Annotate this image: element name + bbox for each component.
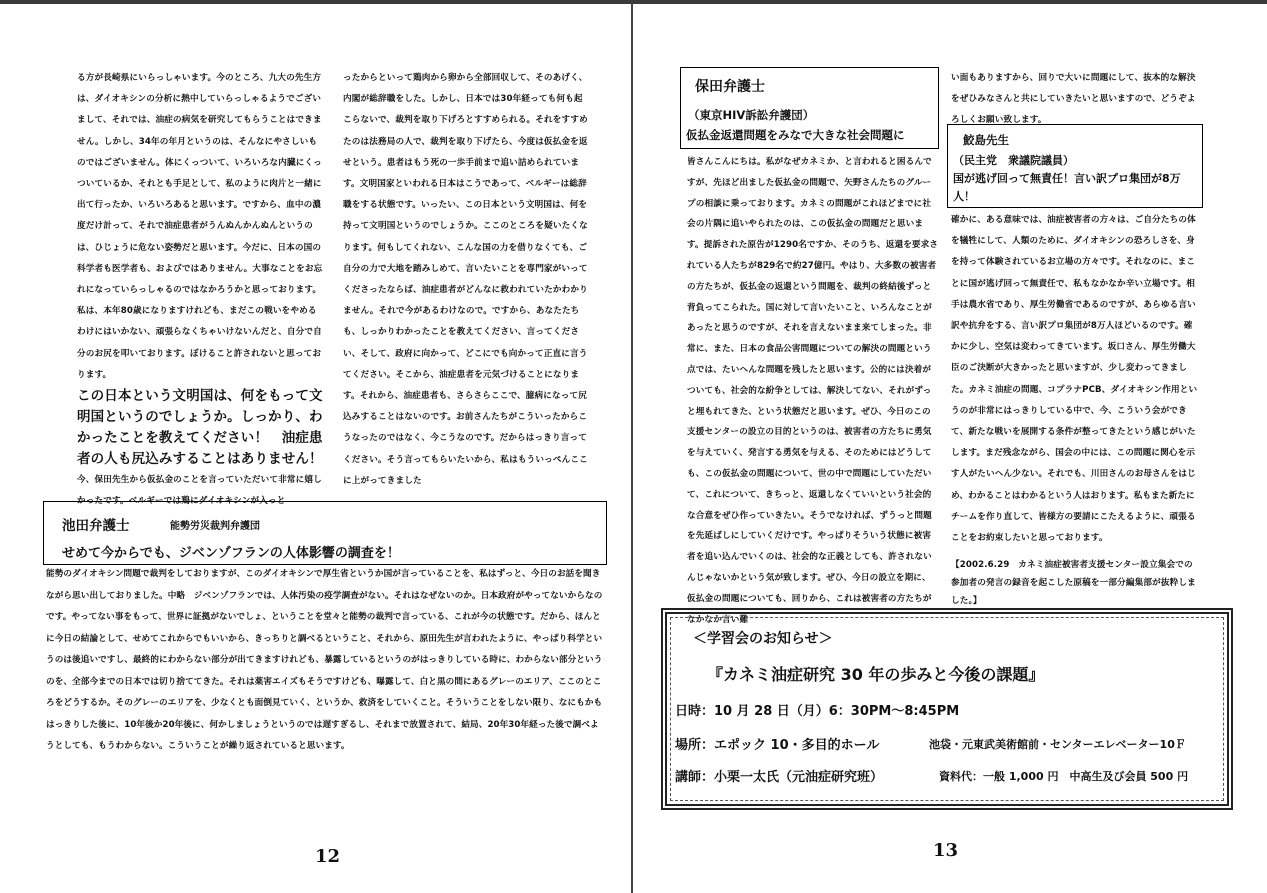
page-number-right: 13 xyxy=(933,840,959,861)
notice-place-detail: 池袋・元東武美術館前・センターエレベーター10Ｆ xyxy=(929,738,1186,751)
left-column-1 xyxy=(77,68,325,512)
study-session-notice xyxy=(661,608,1233,810)
notice-lecturer: 講師：小栗一太氏（元油症研究班） xyxy=(675,770,884,785)
editor-note: 【2002.6.29 カネミ油症被害者支援センター設立集会での参加者の発言の録音を起こした原稿を一部分編集部が抜粋しました。】 xyxy=(951,560,1196,606)
notice-title: 『カネミ油症研究 30 年の歩みと今後の課題』 xyxy=(707,665,1045,684)
right-page xyxy=(633,4,1267,893)
ikeda-text: 能勢のダイオキシン問題で裁判をしておりますが、このダイオキシンで厚生省というか国が言っていることを、私はずっと、今日のお話を聞きながら思い出しておりました。中略 ジベンゾフランでは、人体汚染の疫学調査がない。それはなぜないのか。日本政府がやってないからなのです。やってない事をもって、世界に証拠がないでしょ、ということを堂々と能勢の裁判で言っている、これが今の状態です。だから、ほんとに今日の結論として、せめてこれからでもいいから、きっちりと調べるということ、それから、原田先生が言われたように、やっぱり科学というのは後追いですし、最終的にわからない部分が出てきますけれども、暴露しているというのがはっきりしている時に、わからない部分というのを、全部今までの日本では切り捨ててきた。それは薬害エイズもそうですけども、曝露して、白と黒の間にあるグレーのエリア、ここのところをどうするか。そのグレーのエリアを、少なくとも面倒見ていく、というか、救済をしていくこと。そういうことをしない限り、なにもかもはっきりした後に、10年後か20年後に、何かしましょうというのでは遅すぎるし、それまで放置されて、結局、20年30年経った後で調べようとしても、もうわからない。こういうことが繰り返されていると思います。 xyxy=(46,569,603,751)
right-col2-top: い面もありますから、回りで大いに問題にして、抜本的な解決をぜひみなさんと共にしていきたいと思いますので、どうぞよろしくお願い致します。 xyxy=(951,73,1196,125)
notice-heading: ＜学習会のお知らせ＞ xyxy=(693,631,833,647)
left-col1-emphasis: この日本という文明国は、何をもって文明国というのでしょうか。しっかり、わかったことを教えてください！ 油症患者の人も尻込みすることはありません！ xyxy=(77,388,323,468)
notice-date: 日時：10 月 28 日（月）6：30PM～8:45PM xyxy=(675,704,960,719)
left-col1-tail: 今、保田先生から仮払金のことを言っていただいて非常に嬉しかったです。ベルギーでは鶏にダイオキシンが入っと xyxy=(77,475,322,507)
left-column-2 xyxy=(343,68,591,492)
ikeda-headline: せめて今からでも、ジベンゾフランの人体影響の調査を！ xyxy=(62,546,400,561)
yasuda-headline: 仮払金返還問題をみなで大きな社会問題に xyxy=(686,128,905,142)
notice-fee: 資料代：一般 1,000 円 中高生及び会員 500 円 xyxy=(939,770,1189,783)
samejima-party: （民主党 衆議院議員） xyxy=(953,154,1074,167)
yasuda-text: 皆さんこんにちは。私がなぜカネミか、と言われると困るんですが、先ほど出ました仮払金の問題で、矢野さんたちのグループの相談に乗っております。カネミの問題がこれほどまでに社会の片隅に追いやられたのは、この仮払金の問題だと思います。提訴された原告が1290名ですか、そのうち、返還を要求されている人たちが829名で約27億円。やはり、大多数の被害者の方たちが、仮払金の返還という問題を、裁判の終結後ずっと背負ってこられた。国に対して言いたいこと、いろんなことがあったと思うのですが、それを言えないまま来てしまった。非常に、また、日本の食品公害問題についての解決の問題という点では、たいへんな問題を残したと思います。公的には決着がついても、社会的な紛争としては、解決してない、それがずっと埋もれてきた、という状態だと思います。ぜひ、今日のこの支援センターの設立の目的というのは、被害者の方たちに勇気を与えていく、発言する勇気を与える、そのためにはどうしても、この仮払金の問題について、世の中で問題にしていただいて、これについて、きちっと、返還しなくていいという社会的な合意をぜひ作っていきたい。そうでなければ、ずうっと問題を先延ばしにしていくだけです。やっぱりそういう状態に被害者を追い込んでいくのは、社会的な正義としても、許されないんじゃないかという気が致します。ぜひ、今日の設立を期に、仮払金の問題についても、回りから、これは被害者の方たちがなかなか言い難 xyxy=(687,157,939,625)
samejima-text: 確かに、ある意味では、油症被害者の方々は、ご自分たちの体を犠牲にして、人類のために、ダイオキシンの恐ろしさを、身を持って体験されているお立場の方々です。それなのに、まことに国が逃げ回って無責任で、私もなかなか辛い立場です。相手は農水省であり、厚生労働省であるのですが、あらゆる言い訳や抗弁をする、言い訳プロ集団が8万人ほどいるのです。確かに少し、空気は変わってきています。坂口さん、厚生労働大臣のご決断が大きかったと思いますが、少し変わってきました。カネミ油症の問題、コプラナPCB、ダイオキシン作用というのが非常にはっきりしている中で、今、こういう会ができて、新たな戦いを展開する条件が整ってきたという感じがいたします。まだ残念ながら、国会の中には、この問題に関心を示す人がたいへん少ない。それでも、川田さんのお母さんをはじめ、わかることはわかるという人はおります。私もまた新たにチームを作り直して、皆様方の要請にこたえるように、頑張ることをお約束したいと思っております。 xyxy=(951,215,1198,544)
notice-place: 場所：エポック 10・多目的ホール xyxy=(675,738,880,753)
yasuda-org: （東京HIV訴訟弁護団） xyxy=(688,108,815,122)
page-number-left: 12 xyxy=(315,846,341,867)
ikeda-name: 池田弁護士 xyxy=(62,518,130,534)
samejima-headline: 国が逃げ回って無責任！言い訳プロ集団が8万人！ xyxy=(953,172,1181,203)
left-col1-text: る方が長崎県にいらっしゃいます。今のところ、九大の先生方は、ダイオキシンの分析に熱中していらっしゃるようでございまして、それでは、油症の病気を研究してもらうことはできません。しかし、34年の年月というのは、そんなにやさしいものではございません。体にくっついて、いろいろな内臓にくっついているか、それとも手足として、私のように肉片と一緒に出て行ったか、いろいろあると思います。ですから、血中の濃度だけ計って、それで油症患者がうんぬんかんぬんというのは、ひじょうに危ない姿勢だと思います。今だに、日本の国の科学者も医学者も、およびではありません。大事なことをお忘れになっていらっしゃるのではなかろうかと思っております。私は、本年80歳になりますけれども、まだこの戦いをやめるわけにはいかない、頑張らなくちゃいけないんだと、自分で自分のお尻を叩いております。ぼけること許されないと思っております。 xyxy=(77,73,323,380)
samejima-name: 鮫島先生 xyxy=(963,133,1009,147)
left-page xyxy=(0,4,631,893)
left-col2-text: ったからといって鶏肉から卵から全部回収して、そのあげく、内閣が総辞職をした。しかし、日本では30年経っても何も起こらないで、裁判を取り下げろとすすめられる。それをすすめたのは法務局の人で、裁判を取り下げたら、今度は仮払金を返せという。患者はもう死の一歩手前まで追い詰められています。文明国家といわれる日本はこうであって、ベルギーは総辞職をする状態です。いったい、この日本という文明国は、何を持って文明国というのでしょうか。ここのところを疑いたくなります。何もしてくれない、こんな国の力を借りなくても、ご自分の力で大地を踏みしめて、言いたいことを専門家がいってくださったならば、油症患者がどんなに救われていたかわかりません。それで今があるわけなので。ですから、あなたたちも、しっかりわかったことを教えてください、言ってください、そして、政府に向かって、どこにでも向かって正直に言うてください。そこから、油症患者を元気づけることになります。それから、油症患者も、さらさらここで、臆病になって尻込みすることはないのです。お前さんたちがこういったからこうなったのではなく、今こうなのです。だからはっきり言ってください。そう言ってもらいたいから、私はもういっぺんここに上がってきました xyxy=(343,73,588,486)
ikeda-org: 能勢労災裁判弁護団 xyxy=(170,521,260,532)
yasuda-name: 保田弁護士 xyxy=(695,79,765,95)
